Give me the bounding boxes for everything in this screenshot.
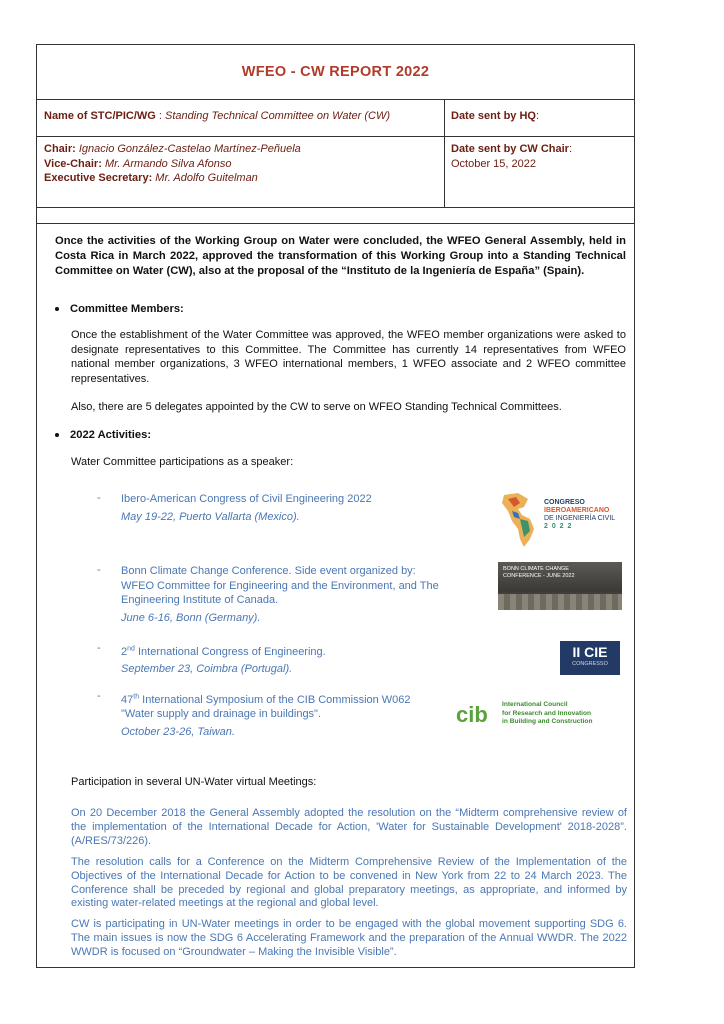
report-title-row — [37, 45, 634, 100]
un-water-intro: Participation in several UN-Water virtual Meetings: — [71, 776, 317, 788]
date-cw-suffix: : — [568, 143, 573, 155]
activity-date: September 23, Coimbra (Portugal). — [121, 663, 293, 676]
date-hq-label: Date sent by HQ — [451, 110, 536, 122]
column-divider — [444, 99, 445, 136]
speaker-intro: Water Committee participations as a speaker: — [71, 456, 294, 468]
activity-title: 2nd International Congress of Engineering. — [121, 645, 326, 658]
ibero-congress-logo — [498, 489, 622, 551]
exec-secretary-line — [44, 171, 301, 186]
date-hq-cell — [451, 109, 539, 124]
activity-dash: - — [97, 642, 101, 654]
activity-dash: - — [97, 492, 101, 504]
activity-date: October 23-26, Taiwan. — [121, 725, 235, 738]
committee-name-value: Standing Technical Committee on Water (CW) — [165, 110, 390, 122]
exec-secretary-value: Mr. Adolfo Guitelman — [155, 172, 258, 184]
activity-item-cie — [121, 642, 451, 677]
logo-text: cib — [456, 702, 488, 727]
activity-date: May 19-22, Puerto Vallarta (Mexico). — [121, 510, 300, 523]
chair-row — [37, 136, 634, 208]
intro-paragraph: Once the activities of the Working Group on Water were concluded, the WFEO General Assembly, held in Costa Rica in March 2022, approved the transformation of this Working Group into a Standing Technical Committee on Water (CW), also at the proposal of the “Instituto de la Ingeniería de España” (Spain). — [55, 235, 626, 277]
activity-dash: - — [97, 690, 101, 702]
date-cw-label: Date sent by CW Chair — [451, 143, 569, 155]
vice-chair-label: Vice-Chair: — [44, 157, 102, 170]
cib-council-logo — [456, 699, 626, 733]
activities-heading: 2022 Activities: — [55, 429, 151, 441]
chair-line — [44, 142, 301, 157]
logo-text: CONFERENCE - JUNE 2022 — [503, 573, 575, 579]
logo-text: DE INGENIERÍA CIVIL — [544, 515, 616, 522]
name-row — [37, 99, 634, 137]
report-title: WFEO - CW REPORT 2022 — [241, 64, 430, 80]
chair-label: Chair: — [44, 143, 76, 155]
members-paragraph-1: Once the establishment of the Water Committee was approved, the WFEO member organizations were asked to designate representatives to this Committee. The Committee has currently 14 representatives from WFEO national member organizations, 3 WFEO international members, 1 WFEO associate and 2 WFEO committee representatives. — [71, 329, 626, 385]
logo-text: CONGRESO — [544, 499, 585, 506]
committee-name-sep: : — [155, 110, 166, 122]
chair-value: Ignacio González-Castelao Martínez-Peñuela — [78, 143, 301, 155]
logo-text: for Research and Innovation — [502, 709, 592, 717]
column-divider — [444, 136, 445, 207]
exec-secretary-label: Executive Secretary: — [44, 172, 153, 184]
logo-text: International Council — [502, 701, 568, 708]
un-water-paragraph-3: CW is participating in UN-Water meetings in order to be engaged with the global movement supporting SDG 6. The main issues is now the SDG 6 Accelerating Framework and the preparation of the Annual WWDR. The 2022 WWDR is focused on “Groundwater – Making the Invisible Visible”. — [71, 918, 627, 958]
vice-chair-value: Mr. Armando Silva Afonso — [104, 157, 232, 170]
logo-text: BONN CLIMATE CHANGE — [503, 566, 569, 572]
committee-name-label: Name of STC/PIC/WG — [44, 110, 156, 122]
activity-dash: - — [97, 564, 101, 576]
vice-chair-line — [44, 157, 301, 172]
report-frame — [36, 44, 635, 968]
activity-item-ibero — [121, 492, 421, 524]
committee-name-cell — [44, 109, 390, 124]
activity-date: June 6-16, Bonn (Germany). — [121, 611, 261, 624]
activity-title: Ibero-American Congress of Civil Engineering 2022 — [121, 493, 372, 505]
activity-item-bonn — [121, 564, 451, 625]
logo-text: CONGRESSO — [572, 661, 608, 667]
members-heading: Committee Members: — [55, 303, 184, 315]
date-cw-cell — [451, 142, 572, 171]
bonn-conference-logo — [498, 562, 622, 610]
logo-text: in Building and Construction — [502, 718, 593, 725]
cie-congress-logo — [560, 641, 620, 675]
date-hq-suffix: : — [535, 110, 540, 122]
activity-title: 47th International Symposium of the CIB Commission W062 "Water supply and drainage in buildings". — [121, 693, 411, 721]
members-paragraph-2: Also, there are 5 delegates appointed by the CW to serve on WFEO Standing Technical Committees. — [71, 401, 562, 413]
date-cw-value: October 15, 2022 — [451, 157, 537, 170]
officers-cell — [44, 142, 301, 186]
activity-title: Bonn Climate Change Conference. Side event organized by: WFEO Committee for Engineering and the Environment, and The Engineering Institute of Canada. — [121, 565, 439, 607]
conference-photo-strip — [498, 594, 622, 610]
logo-text: 2 0 2 2 — [544, 523, 573, 530]
logo-text: II CIE — [572, 644, 608, 660]
un-water-paragraph-2: The resolution calls for a Conference on the Midterm Comprehensive Review of the Implementation of the Objectives of the International Decade for Action to be convened in New York from 22 to 24 March 2023. The Conference shall be preceded by regional and global preparatory meetings, as appropriate, and informed by existing water-related meetings at the regional and global level. — [71, 856, 627, 910]
logo-text: IBEROAMERICANO — [544, 507, 610, 514]
activity-item-cib — [121, 690, 421, 739]
bullet-icon — [55, 307, 59, 311]
spacer-row — [37, 207, 634, 224]
bullet-icon — [55, 433, 59, 437]
un-water-paragraph-1: On 20 December 2018 the General Assembly adopted the resolution on the “Midterm comprehensive review of the implementation of the International Decade for Action, 'Water for Sustainable Development' 2018-2028”. (A/RES/73/226). — [71, 807, 627, 847]
